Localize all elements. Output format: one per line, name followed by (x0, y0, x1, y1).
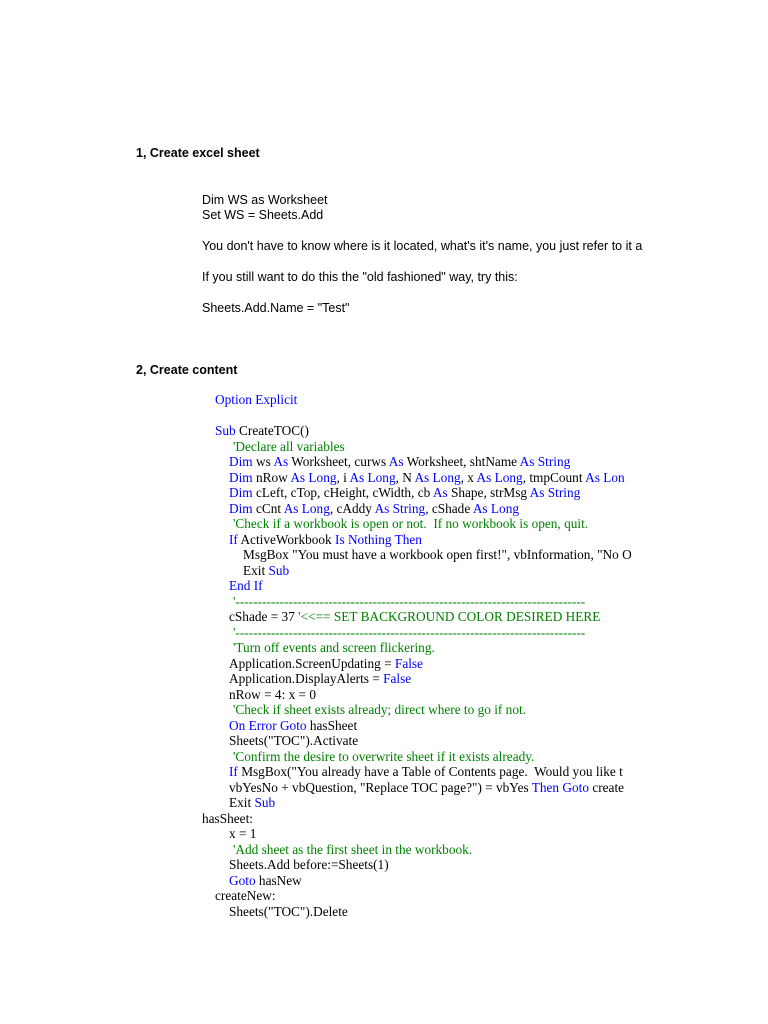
code-line (233, 516, 588, 532)
code-text: Sheets("TOC").Delete (229, 903, 348, 919)
code-text: hasSheet: (202, 810, 253, 826)
code-keyword: Dim (229, 500, 256, 516)
code-text: cLeft, cTop, cHeight, cWidth, cb (255, 485, 433, 500)
code-line (202, 811, 253, 827)
code-comment: 'Turn off events and screen flickering. (233, 640, 435, 655)
code-keyword: As Long (476, 469, 523, 485)
code-keyword: False (383, 671, 412, 686)
code-text: , N (395, 469, 415, 485)
code-text: , i (336, 469, 350, 485)
code-line (229, 687, 316, 703)
code-line-dim-ws: Dim WS as Worksheet (202, 193, 328, 207)
code-line (215, 888, 276, 904)
code-text: , x (460, 469, 477, 485)
code-comment: '------------------------------------------------------------------------------- (233, 593, 586, 609)
code-line (229, 733, 358, 749)
code-keyword: Dim (229, 485, 256, 500)
code-text: , tmpCount (522, 469, 586, 485)
code-line (229, 501, 519, 517)
code-text: cShade = 37 (229, 609, 299, 624)
code-text: nRow (255, 469, 291, 485)
code-text: hasNew (258, 872, 302, 888)
code-line-set-ws: Set WS = Sheets.Add (202, 208, 324, 222)
section-heading-create-content: 2, Create content (136, 363, 238, 377)
code-text: vbYesNo + vbQuestion, "Replace TOC page?") = vbYes (229, 779, 532, 795)
code-keyword: As (432, 485, 451, 500)
code-line (229, 609, 600, 625)
code-comment: '------------------------------------------------------------------------------- (233, 624, 586, 640)
code-keyword: Dim (229, 469, 256, 485)
code-comment: 'Check if a workbook is open or not. If no workbook is open, quit. (233, 516, 589, 531)
code-line (229, 780, 624, 796)
code-text: hasSheet (309, 717, 358, 733)
code-text: Worksheet, curws (291, 454, 389, 469)
code-comment: '<<== SET BACKGROUND COLOR DESIRED HERE (298, 609, 601, 624)
code-keyword: As (273, 454, 292, 469)
code-text: MsgBox "You must have a workbook open first!", vbInformation, "No O (243, 547, 632, 562)
code-line (243, 563, 289, 579)
code-line (233, 842, 472, 858)
code-keyword: As Long (349, 469, 396, 485)
code-text: Exit (243, 562, 269, 578)
vba-code-block (0, 392, 655, 1024)
code-keyword: As Lon (585, 469, 625, 485)
code-text: ActiveWorkbook (240, 531, 336, 547)
code-text: , cAddy (329, 500, 375, 516)
code-keyword: As Long (414, 469, 461, 485)
code-keyword: Sub (268, 562, 290, 578)
code-text: , cShade (425, 500, 473, 516)
code-text: Sheets("TOC").Activate (229, 733, 359, 748)
code-text: Shape, strMsg (450, 485, 530, 500)
code-line (229, 656, 423, 672)
code-keyword: As Long (472, 500, 519, 516)
code-keyword: If (229, 764, 242, 779)
code-comment: 'Declare all variables (233, 438, 345, 454)
code-line (229, 532, 422, 548)
code-text: Sheets.Add before:=Sheets(1) (229, 857, 389, 872)
code-line (233, 439, 345, 455)
code-keyword: If (229, 531, 241, 547)
code-line (229, 671, 411, 687)
paragraph-note-2: If you still want to do this the "old fashioned" way, try this: (202, 270, 518, 284)
code-line (229, 857, 389, 873)
code-line (233, 702, 526, 718)
code-text: Worksheet, shtName (406, 454, 520, 469)
code-text: MsgBox("You already have a Table of Contents page. Would you like t (241, 764, 623, 779)
code-text: createNew: (215, 888, 276, 903)
code-text: Application.ScreenUpdating = (229, 655, 395, 671)
code-line (233, 749, 534, 765)
code-line (229, 578, 263, 594)
code-text: x = 1 (229, 826, 257, 841)
section-heading-create-sheet: 1, Create excel sheet (136, 146, 260, 160)
code-line (229, 454, 570, 470)
code-text: Application.DisplayAlerts = (229, 671, 384, 686)
code-text: nRow = 4: x = 0 (229, 686, 317, 702)
code-line (229, 904, 348, 920)
code-line (229, 826, 256, 842)
code-text: CreateTOC() (239, 423, 309, 438)
code-line (229, 764, 623, 780)
code-keyword: As String (519, 454, 571, 469)
code-comment: 'Add sheet as the first sheet in the workbook. (233, 841, 473, 857)
code-keyword: Option Explicit (215, 392, 298, 407)
code-text: cCnt (255, 500, 284, 516)
code-keyword: End If (229, 578, 263, 593)
code-comment: 'Confirm the desire to overwrite sheet if it exists already. (233, 748, 535, 764)
code-keyword: Is Nothing Then (335, 531, 422, 547)
code-text: ws (255, 454, 274, 469)
code-line (229, 718, 357, 734)
code-keyword: As Long (283, 500, 330, 516)
code-line (243, 547, 632, 563)
code-line (215, 423, 309, 439)
code-text: create (592, 779, 625, 795)
code-keyword: Dim (229, 454, 256, 469)
code-line (229, 795, 275, 811)
code-comment: 'Check if sheet exists already; direct where to go if not. (233, 702, 526, 717)
code-keyword: As Long (290, 469, 337, 485)
code-line (229, 470, 625, 486)
code-keyword: False (394, 655, 423, 671)
code-keyword: As String (374, 500, 426, 516)
code-keyword: Sub (254, 795, 276, 810)
code-line-sheets-add-name: Sheets.Add.Name = "Test" (202, 301, 350, 315)
code-text: Exit (229, 795, 255, 810)
code-keyword: Then Goto (531, 779, 593, 795)
code-keyword: Goto (229, 872, 259, 888)
code-keyword: Sub (215, 423, 240, 438)
code-line (215, 392, 297, 408)
code-line (233, 640, 435, 656)
code-line (229, 873, 302, 889)
code-line (233, 594, 585, 610)
paragraph-note-1: You don't have to know where is it located, what's it's name, you just refer to it a (202, 239, 643, 253)
code-keyword: As String (529, 485, 581, 500)
code-keyword: On Error Goto (229, 717, 310, 733)
code-keyword: As (388, 454, 407, 469)
code-line (229, 485, 580, 501)
code-line (233, 625, 585, 641)
